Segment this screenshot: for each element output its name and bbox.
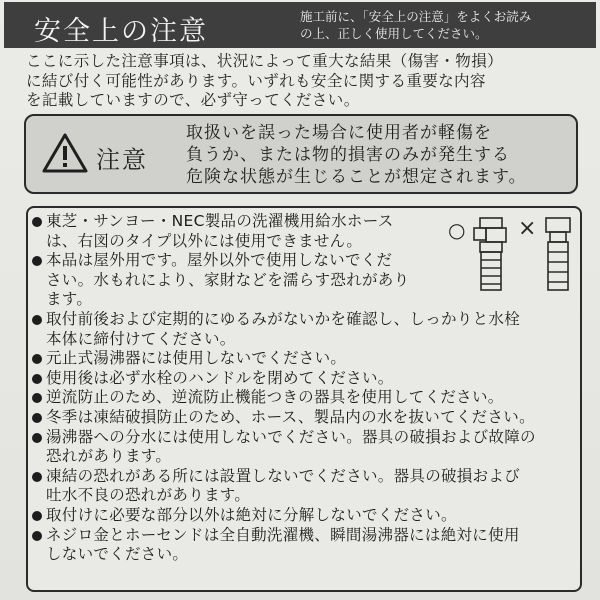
warning-triangle-icon (42, 133, 88, 173)
list-item (32, 212, 580, 251)
list-item (32, 467, 580, 506)
caution-text (186, 122, 527, 188)
intro-line: ここに示した注意事項は、状況によって重大な結果（傷害・物損） (26, 52, 504, 70)
list-item (32, 506, 580, 526)
header-note-line: 施工前に、「安全上の注意」をよくお読み (300, 9, 532, 24)
caution-box (24, 114, 578, 194)
list-item (32, 526, 580, 565)
list-item (32, 349, 580, 369)
list-item-line: 吐水不良の恐れがあります。 (46, 486, 251, 505)
caution-label: 注意 (96, 146, 148, 174)
bullet-icon (32, 413, 42, 423)
ng-mark: × (518, 216, 537, 241)
intro-line: に結び付く可能性があります。いずれも安全に関する重要な内容 (26, 71, 486, 90)
list-item-line: 元止式湯沸器には使用しないでください。 (46, 349, 347, 368)
list-item-line: 使用後は必ず水栓のハンドルを閉めてください。 (46, 368, 394, 387)
list-item-line: 逆流防止のため、逆流防止機能つきの器具を使用してください。 (46, 388, 504, 407)
list-item (32, 310, 580, 349)
bullet-icon (32, 256, 42, 266)
list-item-line: 取付けに必要な部分以外は絶対に分解しないでください。 (46, 505, 457, 524)
header-note (300, 8, 596, 42)
bullet-icon (32, 315, 42, 325)
bullet-icon (32, 217, 42, 227)
header-note-line: の上、正しく使用してください。 (300, 26, 488, 41)
caution-line: 危険な状態が生じることが想定されます。 (186, 167, 527, 187)
list-item-line: 本体に締付けてください。 (46, 329, 236, 348)
list-item (32, 251, 580, 310)
bullet-icon (32, 472, 42, 482)
list-item (32, 428, 580, 467)
list-item-line: ます。 (46, 290, 93, 309)
list-item-line: 冬季は凍結破損防止のため、ホース、製品内の水を抜いてください。 (46, 407, 535, 426)
list-item (32, 408, 580, 428)
precaution-list (32, 212, 580, 565)
bullet-icon (32, 511, 42, 521)
list-item (32, 369, 580, 389)
list-item-line: さい。水もれにより、家財などを濡らす恐れがあり (46, 270, 410, 289)
bullet-icon (32, 393, 42, 403)
caution-line: 負うか、または物的損害のみが発生する (186, 145, 510, 165)
list-item-line: 本品は屋外用です。屋外以外で使用しないでくだ (46, 251, 393, 270)
list-item (32, 388, 580, 408)
header-bar (4, 2, 596, 48)
list-item-line: 東芝・サンヨー・NEC製品の洗濯機用給水ホース (46, 212, 394, 230)
precautions-box (26, 206, 582, 592)
page-title: 安全上の注意 (34, 16, 208, 47)
list-item-line: ネジロ金とホーセンドは全自動洗濯機、瞬間湯沸器には絶対に使用 (46, 525, 520, 544)
bullet-icon (32, 531, 42, 541)
bullet-icon (32, 433, 42, 443)
bullet-icon (32, 354, 42, 364)
list-item-line: 取付前後および定期的にゆるみがないかを確認し、しっかりと水栓 (46, 309, 521, 328)
intro-paragraph (26, 52, 586, 111)
list-item-line: 湯沸器への分水には使用しないでください。器具の破損および故障の (46, 427, 536, 446)
caution-line: 取扱いを誤った場合に使用者が軽傷を (186, 123, 492, 143)
list-item-line: 恐れがあります。 (46, 447, 172, 466)
list-item-line: しないでください。 (46, 545, 189, 564)
bullet-icon (32, 374, 42, 384)
list-item-line: 凍結の恐れがある所には設置しないでください。器具の破損および (46, 466, 521, 485)
intro-line: を記載していますので、必ず守ってください。 (26, 91, 360, 109)
ok-mark: ○ (448, 218, 466, 242)
list-item-line: は、右図のタイプ以外には使用できません。 (46, 231, 363, 250)
